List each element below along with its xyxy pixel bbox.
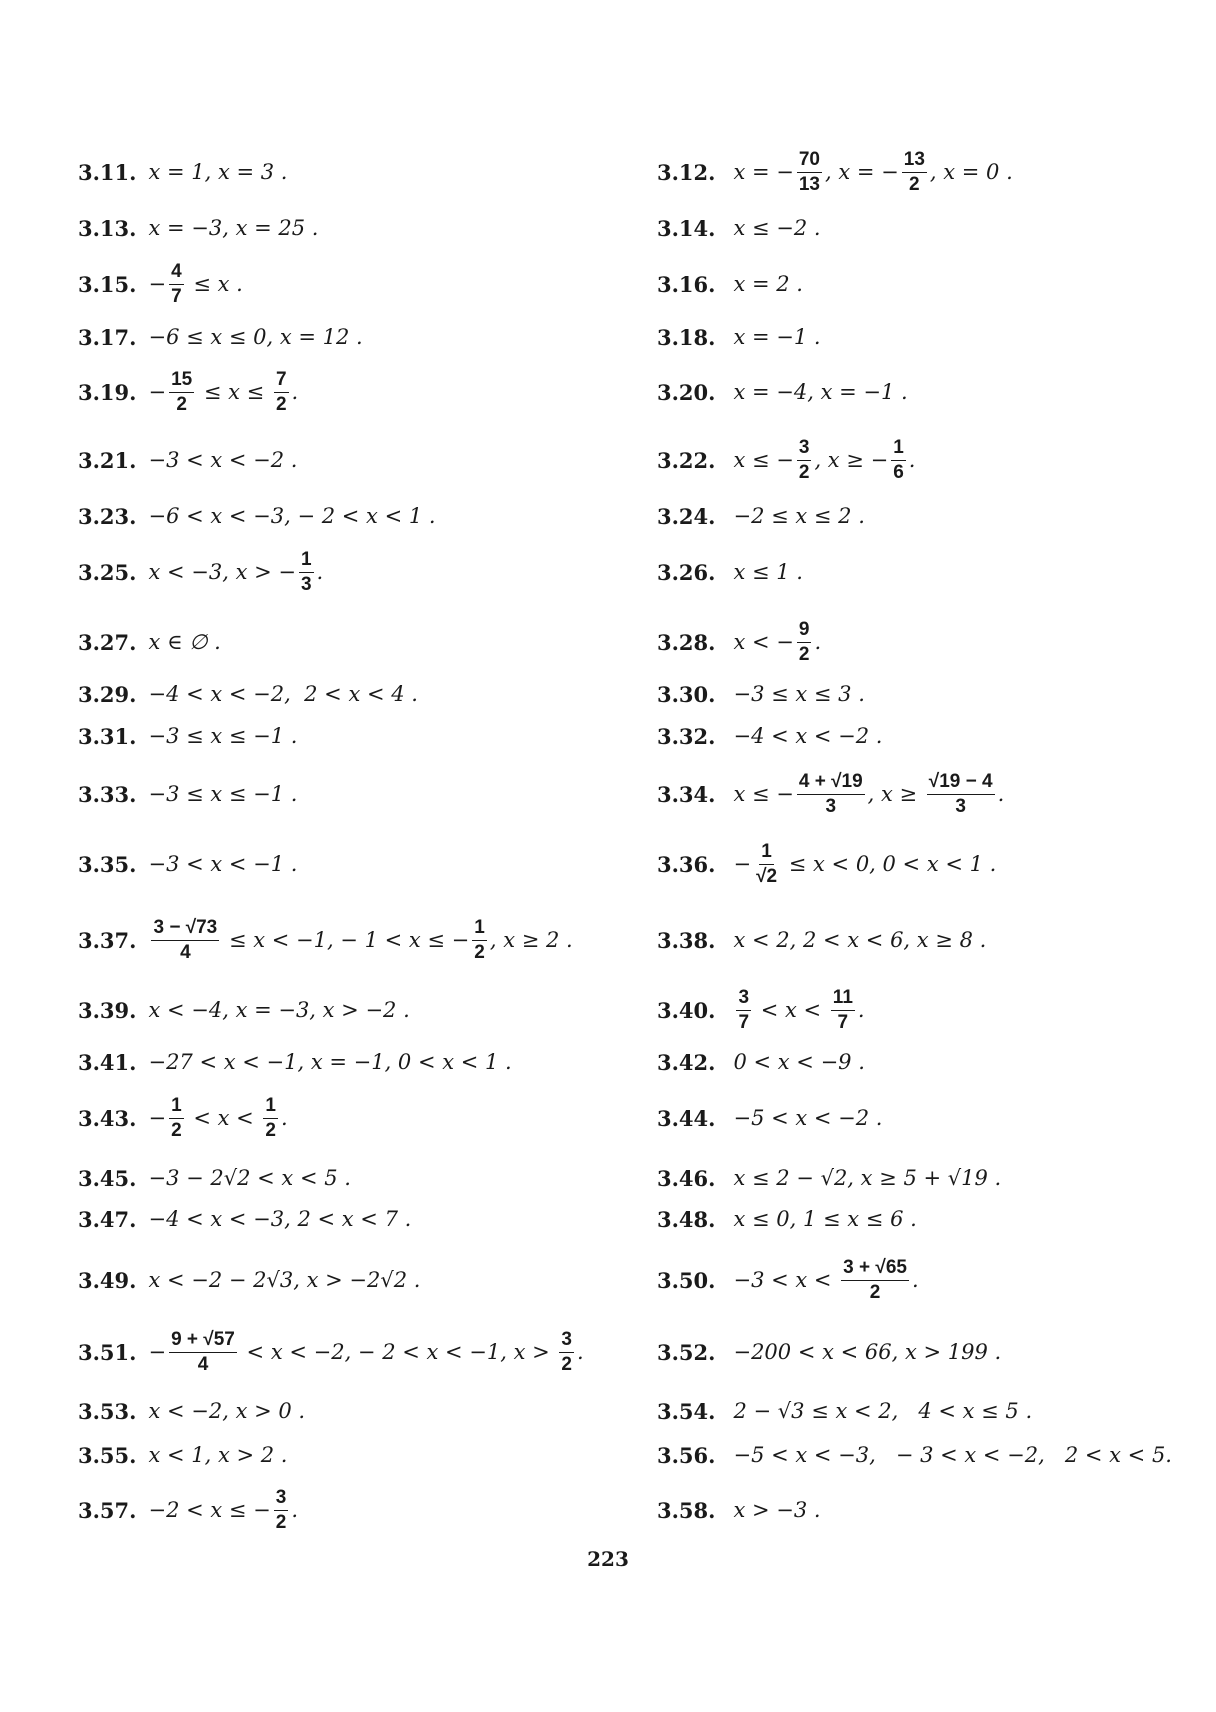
answer-number: 3.39. [78,997,137,1023]
answer-number: 3.30. [657,681,716,707]
answer-number: 3.42. [657,1049,716,1075]
fraction-numerator: 13 [902,148,927,173]
expression-text: 2 − √3 ≤ x < 2, 4 < x ≤ 5 . [733,1399,1033,1423]
fraction [299,548,314,597]
expression-text: −4 < x < −2, 2 < x < 4 . [148,682,418,706]
expression-text: −2 < x ≤ − [148,1498,271,1522]
answer-expression [148,448,297,472]
fraction-numerator: 1 [891,436,906,461]
answer-expression [148,1443,287,1467]
answer-expression [733,682,864,706]
answer-number: 3.43. [78,1105,137,1131]
expression-text: x < −3, x > − [148,560,296,584]
fraction-denominator: 2 [275,393,287,415]
answer-number: 3.13. [78,215,137,241]
fraction-numerator: 4 + √19 [797,770,865,795]
answer-item [657,1324,1001,1380]
expression-text: x = −3, x = 25 . [148,216,319,240]
answer-expression [733,1340,1001,1364]
fraction [736,986,751,1035]
expression-text: < x < [754,998,828,1022]
answer-number: 3.20. [657,379,716,405]
fraction-denominator: 7 [171,285,182,307]
answer-number: 3.35. [78,851,137,877]
answer-item [78,364,298,420]
expression-text: −2 ≤ x ≤ 2 . [733,504,865,528]
page-number: 223 [587,1547,629,1571]
answer-item [78,1324,584,1380]
answer-item [657,614,821,670]
answer-number: 3.40. [657,997,716,1023]
answer-number: 3.38. [657,927,716,953]
expression-text: 0 < x < −9 . [733,1050,865,1074]
expression-text: x < 2, 2 < x < 6, x ≥ 8 . [733,928,987,952]
answer-number: 3.26. [657,559,716,585]
expression-text: . [857,998,865,1022]
fraction-denominator: 3 [955,795,966,817]
answer-expression [733,1256,918,1305]
expression-text: . [280,1106,288,1130]
fraction [169,260,184,309]
answer-item [657,488,865,544]
answer-expression [733,148,1012,197]
fraction-numerator: 1 [263,1094,278,1119]
answer-expression [148,852,297,876]
answer-expression [148,724,297,748]
expression-text: . [908,448,916,472]
answer-item [78,200,318,256]
fraction-denominator: √2 [756,865,778,887]
fraction-numerator: 7 [274,368,289,393]
expression-text: x = − [733,160,794,184]
answer-item [78,144,287,200]
answer-number: 3.41. [78,1049,137,1075]
fraction-denominator: 2 [474,941,485,963]
answer-item [657,766,1004,822]
answer-item [657,364,908,420]
expression-text: −3 < x < −1 . [148,852,298,876]
expression-text: ≤ x . [186,272,243,296]
answer-item [78,614,221,670]
fraction [754,840,779,889]
fraction-numerator: 11 [831,986,855,1011]
expression-text: , x ≥ − [814,448,889,472]
fraction-denominator: 4 [197,1353,209,1375]
answer-item [657,982,865,1038]
expression-text: . [291,380,299,404]
answer-number: 3.17. [78,324,137,350]
expression-text: ≤ x < −1, − 1 < x ≤ − [222,928,470,952]
answer-expression [733,380,907,404]
answer-item [78,1034,512,1090]
fraction-denominator: 13 [798,173,820,195]
fraction-numerator: 3 − √73 [151,916,219,941]
expression-text: −3 ≤ x ≤ −1 . [148,724,298,748]
fraction-denominator: 2 [798,643,810,665]
answer-item [78,488,436,544]
answer-expression [733,1207,916,1231]
fraction-numerator: 3 [736,986,751,1011]
expression-text: x = 2 . [733,272,803,296]
answer-number: 3.57. [78,1497,137,1523]
answer-item [657,144,1013,200]
answer-number: 3.58. [657,1497,716,1523]
fraction-denominator: 3 [300,573,312,595]
answer-expression [148,682,417,706]
expression-text: x ≤ 1 . [733,560,803,584]
fraction [831,986,855,1035]
fraction-numerator: 3 [559,1328,574,1353]
fraction [841,1256,909,1305]
fraction-denominator: 2 [265,1119,276,1141]
answer-expression [148,1166,350,1190]
fraction [263,1094,278,1143]
fraction-numerator: 1 [759,840,774,865]
answer-expression [148,1399,305,1423]
expression-text: ≤ x < 0, 0 < x < 1 . [782,852,997,876]
expression-text: −4 < x < −3, 2 < x < 7 . [148,1207,412,1231]
answer-number: 3.37. [78,927,137,953]
fraction-denominator: 2 [798,461,810,483]
answer-item [657,1034,865,1090]
expression-text: − [148,1106,167,1130]
expression-text: , x = 0 . [929,160,1013,184]
answer-expression [148,1328,583,1377]
answer-expression [733,986,864,1035]
answer-number: 3.53. [78,1398,137,1424]
answer-number: 3.15. [78,271,137,297]
expression-text: x = −1 . [733,325,821,349]
expression-text: < x < −2, − 2 < x < −1, x > [239,1340,557,1364]
answer-item [78,912,573,968]
fraction-denominator: 2 [561,1353,572,1375]
answer-expression [148,325,362,349]
answer-expression [733,1166,1001,1190]
answer-number: 3.25. [78,559,137,585]
answer-number: 3.24. [657,503,716,529]
expression-text: . [316,560,324,584]
fraction [169,1094,184,1143]
answer-number: 3.46. [657,1165,716,1191]
fraction [797,770,865,819]
answer-expression [733,1050,864,1074]
expression-text: , x ≥ 2 . [489,928,573,952]
fraction-numerator: 9 [797,618,812,643]
expression-text: < x < [186,1106,261,1130]
answer-number: 3.44. [657,1105,716,1131]
answer-item [657,1090,882,1146]
answer-number: 3.33. [78,781,137,807]
expression-text: − [148,1340,167,1364]
answer-expression [148,504,435,528]
answer-number: 3.51. [78,1339,137,1365]
answer-number: 3.49. [78,1267,137,1293]
expression-text: −200 < x < 66, x > 199 . [733,1340,1002,1364]
answer-number: 3.45. [78,1165,137,1191]
answer-number: 3.27. [78,629,137,655]
answer-number: 3.21. [78,447,137,473]
answer-number: 3.52. [657,1339,716,1365]
fraction-numerator: 15 [169,368,194,393]
answer-item [78,544,323,600]
fraction-numerator: 3 [274,1486,289,1511]
answer-item [78,309,363,365]
fraction [559,1328,574,1377]
answer-number: 3.31. [78,723,137,749]
answer-expression [148,160,287,184]
expression-text: x < −2 − 2√3, x > −2√2 . [148,1268,421,1292]
fraction [274,1486,289,1535]
answer-item [657,1191,917,1247]
fraction-numerator: 1 [169,1094,184,1119]
fraction-denominator: 2 [869,1281,881,1303]
fraction [472,916,487,965]
answer-expression [733,618,821,667]
fraction [151,916,219,965]
answer-item [657,309,821,365]
answer-number: 3.11. [78,159,137,185]
answer-item [78,256,243,312]
answer-number: 3.50. [657,1267,716,1293]
answer-expression [733,840,996,889]
expression-text: x ∈ ∅ . [148,630,221,654]
answer-number: 3.32. [657,723,716,749]
answer-number: 3.18. [657,324,716,350]
expression-text: . [911,1268,919,1292]
answer-number: 3.48. [657,1206,716,1232]
expression-text: x < − [733,630,794,654]
answer-expression [733,325,820,349]
fraction [169,1328,237,1377]
fraction [927,770,995,819]
answer-expression [733,1399,1032,1423]
fraction-numerator: 1 [299,548,314,573]
answer-expression [148,1094,287,1143]
answer-expression [733,1106,882,1130]
expression-text: , x = − [825,160,899,184]
answer-expression [733,216,820,240]
fraction-numerator: 1 [472,916,487,941]
expression-text: − [148,380,167,404]
answer-item [78,766,297,822]
answer-expression [733,1443,1172,1467]
answer-item [78,836,297,892]
expression-text: −6 ≤ x ≤ 0, x = 12 . [148,325,363,349]
expression-text: −4 < x < −2 . [733,724,883,748]
answer-number: 3.29. [78,681,137,707]
fraction-denominator: 6 [893,461,904,483]
expression-text: x ≤ − [733,448,794,472]
expression-text: . [291,1498,299,1522]
answer-expression [148,998,409,1022]
fraction-denominator: 2 [176,393,187,415]
answer-expression [148,782,297,806]
answer-expression [148,1207,411,1231]
answer-number: 3.34. [657,781,716,807]
fraction [797,148,822,197]
answer-item [78,982,410,1038]
answer-item [78,1252,420,1308]
answer-number: 3.55. [78,1442,137,1468]
fraction-numerator: 3 + √65 [841,1256,909,1281]
answer-number: 3.36. [657,851,716,877]
fraction [797,618,812,667]
expression-text: x = −4, x = −1 . [733,380,908,404]
answer-expression [733,770,1004,819]
answer-expression [733,1498,820,1522]
answer-number: 3.28. [657,629,716,655]
answer-number: 3.54. [657,1398,716,1424]
expression-text: x < −2, x > 0 . [148,1399,306,1423]
answer-item [657,1482,821,1538]
expression-text: x ≤ −2 . [733,216,821,240]
answer-expression [148,630,220,654]
answer-expression [733,272,803,296]
expression-text: x > −3 . [733,1498,821,1522]
answer-expression [733,724,882,748]
expression-text: ≤ x ≤ [197,380,271,404]
answer-number: 3.23. [78,503,137,529]
fraction [902,148,927,197]
answer-expression [733,560,803,584]
answer-expression [148,1050,511,1074]
expression-text: . [576,1340,584,1364]
fraction-denominator: 2 [275,1511,287,1533]
expression-text: −5 < x < −3, − 3 < x < −2, 2 < x < 5. [733,1443,1172,1467]
answer-item [657,256,803,312]
answer-number: 3.16. [657,271,716,297]
expression-text: −3 < x < −2 . [148,448,298,472]
answer-item [78,1090,288,1146]
answer-expression [733,928,986,952]
answer-expression [148,260,242,309]
fraction [797,436,812,485]
expression-text: −5 < x < −2 . [733,1106,883,1130]
fraction-denominator: 4 [180,941,191,963]
answer-number: 3.22. [657,447,716,473]
fraction [169,368,194,417]
answer-number: 3.14. [657,215,716,241]
answer-number: 3.19. [78,379,137,405]
answer-item [657,432,915,488]
fraction [274,368,289,417]
fraction-numerator: 3 [797,436,812,461]
fraction-denominator: 2 [171,1119,182,1141]
answer-number: 3.47. [78,1206,137,1232]
answer-item [657,912,986,968]
expression-text: −27 < x < −1, x = −1, 0 < x < 1 . [148,1050,512,1074]
expression-text: x ≤ 2 − √2, x ≥ 5 + √19 . [733,1166,1002,1190]
answer-item [657,836,996,892]
expression-text: x ≤ − [733,782,794,806]
expression-text: x < 1, x > 2 . [148,1443,288,1467]
expression-text: −6 < x < −3, − 2 < x < 1 . [148,504,436,528]
expression-text: −3 < x < [733,1268,839,1292]
expression-text: , x ≥ [867,782,924,806]
answer-item [657,1252,919,1308]
fraction-numerator: 70 [797,148,822,173]
fraction-numerator: √19 − 4 [927,770,995,795]
answer-item [78,1482,298,1538]
answer-item [78,708,297,764]
fraction-denominator: 2 [909,173,920,195]
answer-expression [733,504,864,528]
answer-expression [148,548,323,597]
expression-text: −3 ≤ x ≤ −1 . [148,782,298,806]
answer-number: 3.56. [657,1442,716,1468]
fraction-numerator: 4 [169,260,184,285]
answer-expression [733,436,915,485]
answer-expression [148,216,318,240]
expression-text: x < −4, x = −3, x > −2 . [148,998,410,1022]
answer-item [657,1427,1172,1483]
expression-text: − [148,272,167,296]
answer-expression [148,1268,420,1292]
expression-text: x = 1, x = 3 . [148,160,288,184]
answer-item [657,544,803,600]
fraction-denominator: 3 [825,795,837,817]
answer-item [78,1427,287,1483]
fraction-numerator: 9 + √57 [169,1328,237,1353]
answer-item [657,708,882,764]
expression-text: −3 ≤ x ≤ 3 . [733,682,865,706]
expression-text: x ≤ 0, 1 ≤ x ≤ 6 . [733,1207,917,1231]
answer-number: 3.12. [657,159,716,185]
answer-expression [148,368,298,417]
fraction [891,436,906,485]
expression-text: −3 − 2√2 < x < 5 . [148,1166,351,1190]
answer-item [657,200,821,256]
answer-expression [148,1486,298,1535]
answer-item [78,432,297,488]
expression-text: − [733,852,752,876]
fraction-denominator: 7 [837,1011,849,1033]
expression-text: . [814,630,822,654]
expression-text: . [997,782,1005,806]
fraction-denominator: 7 [738,1011,750,1033]
answer-item [78,1191,411,1247]
answer-expression [148,916,572,965]
